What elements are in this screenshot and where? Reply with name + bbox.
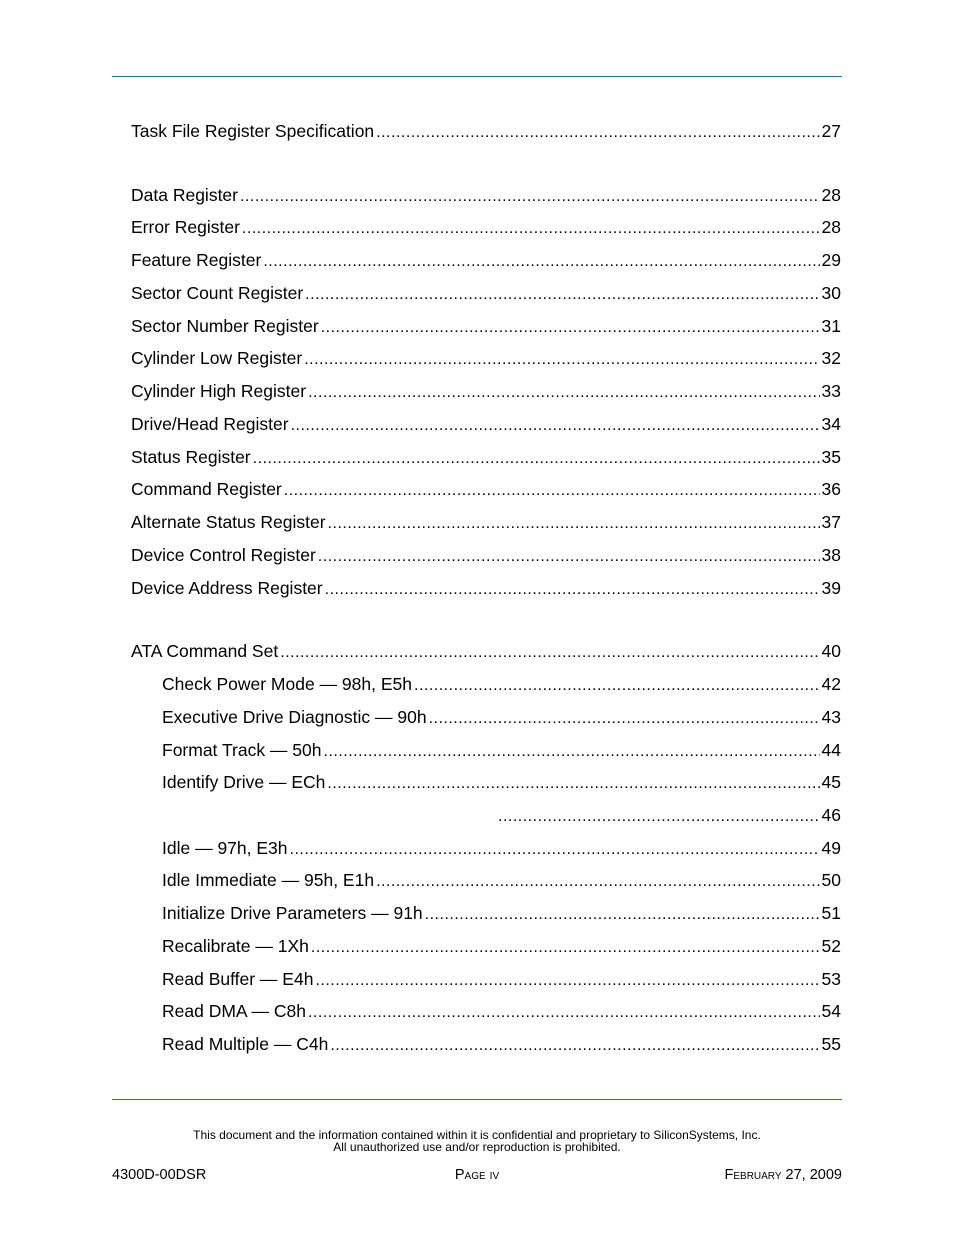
confidentiality-notice-line-1: This document and the information contained within it is confidential and proprietary to SiliconSystems, Inc. — [193, 1128, 761, 1142]
toc-entry-title: Identify Drive — ECh — [162, 772, 326, 792]
toc-entry[interactable] — [131, 510, 841, 534]
toc-entry[interactable] — [162, 770, 841, 794]
toc-entry-page: 38 — [821, 545, 841, 565]
toc-dot-leader — [253, 447, 820, 469]
toc-entry-title: Drive/Head Register — [131, 414, 289, 434]
toc-dot-leader — [325, 578, 820, 600]
toc-entry-title: Initialize Drive Parameters — 91h — [162, 903, 423, 923]
toc-dot-leader — [324, 740, 820, 762]
toc-entry-title: Sector Number Register — [131, 316, 319, 336]
toc-entry-title: Data Register — [131, 185, 238, 205]
toc-dot-leader — [311, 936, 820, 958]
toc-dot-leader — [425, 903, 820, 925]
toc-entry[interactable] — [131, 248, 841, 272]
toc-entry[interactable] — [162, 934, 841, 958]
toc-dot-leader — [318, 545, 820, 567]
confidentiality-notice-line-2: All unauthorized use and/or reproduction is prohibited. — [333, 1140, 621, 1154]
toc-dot-leader — [291, 414, 820, 436]
toc-entry-page: 50 — [821, 870, 841, 890]
toc-dot-leader — [498, 805, 820, 827]
toc-entry[interactable] — [162, 836, 841, 860]
toc-entry[interactable] — [131, 314, 841, 338]
toc-entry[interactable] — [162, 868, 841, 892]
toc-entry-page: 27 — [821, 121, 841, 141]
toc-entry-page: 51 — [821, 903, 841, 923]
toc-entry-page: 31 — [821, 316, 841, 336]
page-number: Page iv — [454, 1167, 500, 1183]
toc-entry-title: Feature Register — [131, 250, 262, 270]
toc-entry-title: Sector Count Register — [131, 283, 304, 303]
toc-entry-title: Command Register — [131, 479, 282, 499]
toc-entry[interactable] — [131, 119, 841, 143]
toc-entry[interactable] — [131, 215, 841, 239]
toc-entry-title: Error Register — [131, 217, 240, 237]
toc-entry[interactable] — [131, 543, 841, 567]
toc-entry-title: Cylinder Low Register — [131, 348, 303, 368]
toc-entry-page: 30 — [821, 283, 841, 303]
toc-entry-page: 53 — [821, 969, 841, 989]
toc-entry-title: Read Buffer — E4h — [162, 969, 314, 989]
toc-entry[interactable] — [131, 477, 841, 501]
toc-entry-page: 54 — [821, 1001, 841, 1021]
toc-entry[interactable] — [162, 967, 841, 991]
toc-entry-page: 34 — [821, 414, 841, 434]
toc-dot-leader — [327, 772, 819, 794]
toc-entry-page: 28 — [821, 217, 841, 237]
toc-entry-page: 45 — [821, 772, 841, 792]
toc-entry-title: Check Power Mode — 98h, E5h — [162, 674, 412, 694]
toc-dot-leader — [414, 674, 820, 696]
toc-entry-page: 29 — [821, 250, 841, 270]
toc-entry[interactable] — [131, 412, 841, 436]
toc-dot-leader — [376, 870, 819, 892]
toc-entry[interactable] — [162, 1032, 841, 1056]
toc-entry[interactable] — [131, 576, 841, 600]
toc-dot-leader — [290, 838, 820, 860]
toc-entry[interactable] — [131, 379, 841, 403]
toc-entry-title: Cylinder High Register — [131, 381, 307, 401]
toc-entry-title: Device Control Register — [131, 545, 316, 565]
toc-entry-title: Alternate Status Register — [131, 512, 326, 532]
toc-entry[interactable] — [162, 705, 841, 729]
toc-entry-page: 52 — [821, 936, 841, 956]
toc-entry-page: 49 — [821, 838, 841, 858]
document-date: February 27, 2009 — [724, 1167, 842, 1183]
toc-entry-title: Device Address Register — [131, 578, 323, 598]
toc-entry-title: Read DMA — C8h — [162, 1001, 306, 1021]
toc-entry-page: 28 — [821, 185, 841, 205]
toc-entry-page: 55 — [821, 1034, 841, 1054]
toc-dot-leader — [240, 185, 820, 207]
toc-entry-title: Read Multiple — C4h — [162, 1034, 329, 1054]
toc-entry-page: 40 — [821, 641, 841, 661]
toc-dot-leader — [242, 217, 820, 239]
toc-entry-page: 32 — [821, 348, 841, 368]
toc-dot-leader — [429, 707, 820, 729]
toc-entry-page: 35 — [821, 447, 841, 467]
toc-entry[interactable] — [131, 281, 841, 305]
toc-dot-leader — [263, 250, 819, 272]
toc-entry-title: Idle Immediate — 95h, E1h — [162, 870, 375, 890]
toc-entry-page: 46 — [821, 805, 841, 825]
toc-dot-leader — [305, 283, 819, 305]
toc-entry-title: ATA Command Set — [131, 641, 279, 661]
toc-entry-title: Format Track — 50h — [162, 740, 322, 760]
toc-entry[interactable] — [162, 738, 841, 762]
document-number: 4300D-00DSR — [112, 1167, 207, 1183]
toc-dot-leader — [376, 121, 819, 143]
toc-entry-title: Idle — 97h, E3h — [162, 838, 288, 858]
toc-entry[interactable] — [131, 346, 841, 370]
toc-dot-leader — [280, 641, 819, 663]
toc-entry-page: 37 — [821, 512, 841, 532]
toc-entry-title: Recalibrate — 1Xh — [162, 936, 309, 956]
toc-entry-page: 42 — [821, 674, 841, 694]
toc-entry-page: 33 — [821, 381, 841, 401]
toc-dot-leader — [330, 1034, 819, 1056]
toc-dot-leader — [308, 381, 819, 403]
toc-entry-page: 44 — [821, 740, 841, 760]
toc-dot-leader — [328, 512, 820, 534]
toc-entry-title: Executive Drive Diagnostic — 90h — [162, 707, 427, 727]
toc-entry[interactable] — [162, 803, 841, 827]
toc-entry-title: Status Register — [131, 447, 251, 467]
toc-entry-title: Task File Register Specification — [131, 121, 375, 141]
toc-entry[interactable] — [162, 999, 841, 1023]
toc-entry[interactable] — [162, 901, 841, 925]
toc-entry-page: 36 — [821, 479, 841, 499]
toc-dot-leader — [284, 479, 820, 501]
toc-entry[interactable] — [162, 672, 841, 696]
footer-rule — [112, 1099, 842, 1100]
toc-entry-page: 39 — [821, 578, 841, 598]
toc-entry[interactable] — [131, 183, 841, 207]
toc-entry[interactable] — [131, 445, 841, 469]
toc-entry-page: 43 — [821, 707, 841, 727]
toc-dot-leader — [315, 969, 819, 991]
toc-entry[interactable] — [131, 639, 841, 663]
toc-dot-leader — [308, 1001, 820, 1023]
toc-dot-leader — [321, 316, 820, 338]
toc-dot-leader — [304, 348, 819, 370]
